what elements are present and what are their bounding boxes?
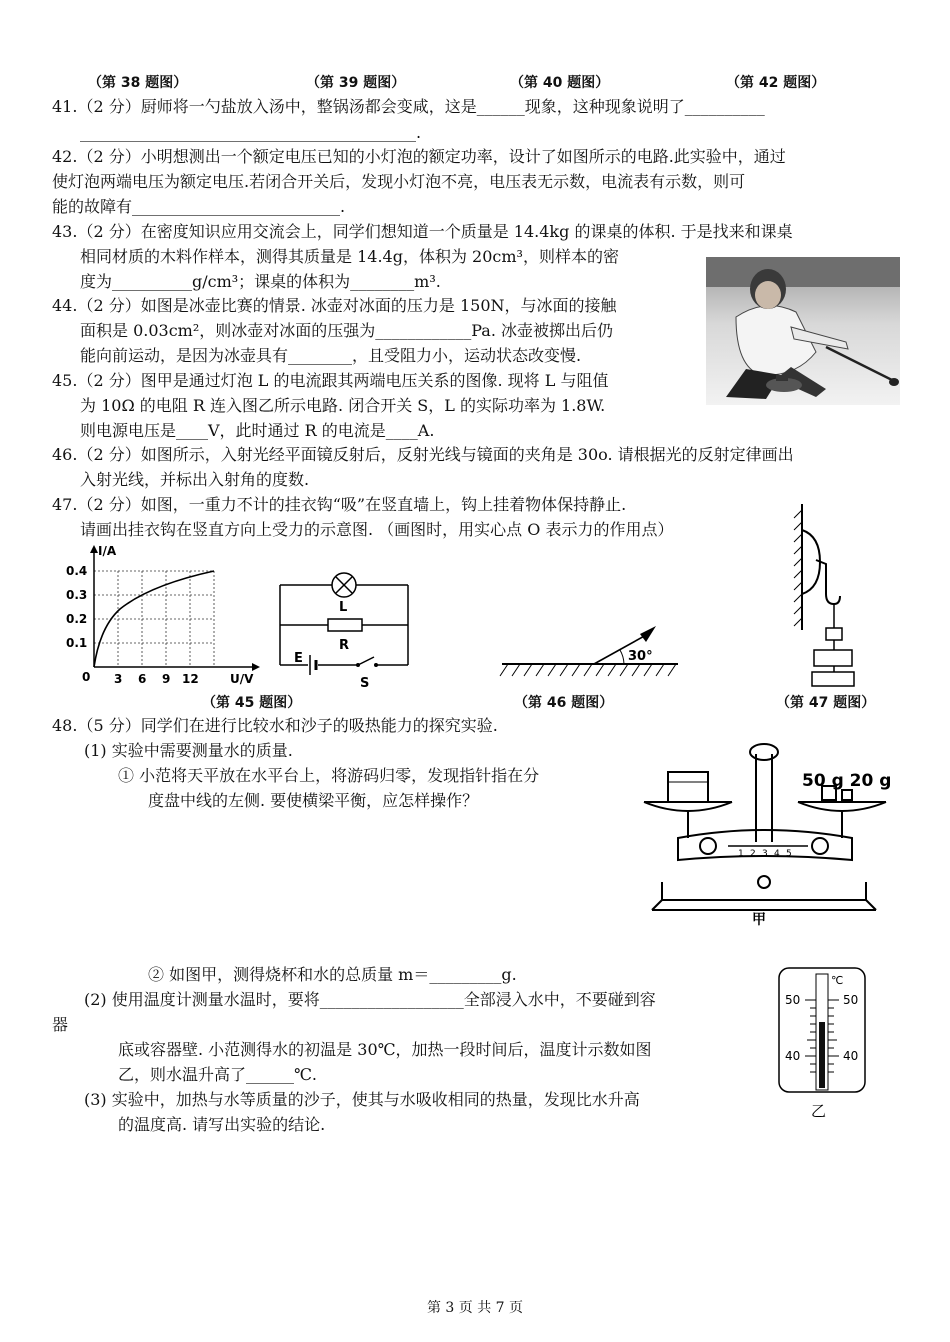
- q43-line1: 43.（2 分）在密度知识应用交流会上，同学们想知道一个质量是 14.4kg 的课桌的体积. 于是找来和课桌: [52, 222, 793, 241]
- page-footer: 第 3 页 共 7 页: [426, 1300, 524, 1316]
- caption-fig42: （第 42 题图）: [726, 75, 826, 91]
- angle-label: 30°: [628, 649, 653, 664]
- q46-line2: 入射光线，并标出入射角的度数.: [80, 470, 310, 489]
- thermometer-40-right: 40: [843, 1049, 859, 1063]
- fig-yi-thermometer: [777, 966, 869, 1124]
- xtick-12: 12: [182, 672, 199, 686]
- q41-line2: __________________________________________.: [80, 123, 422, 142]
- circuit-label-r: R: [339, 638, 350, 653]
- scale-4: 4: [774, 849, 780, 859]
- q43-line2: 相同材质的木料作样本，测得其质量是 14.4g，体积为 20cm³，则样本的密: [80, 247, 619, 266]
- q47-line2: 请画出挂衣钩在竖直方向上受力的示意图. （画图时，用实心点 O 表示力的作用点）: [80, 520, 674, 539]
- graph-origin: 0: [82, 670, 91, 684]
- q44-line2: 面积是 0.03cm²，则冰壶对冰面的压强为____________Pa. 冰壶被掷出后仍: [80, 321, 614, 340]
- q44-line1: 44.（2 分）如图是冰壶比赛的情景. 冰壶对冰面的压力是 150N，与冰面的接触: [52, 296, 617, 315]
- thermometer-50-left: 50: [785, 993, 801, 1007]
- curling-photo: [706, 257, 900, 405]
- q45-line1: 45.（2 分）图甲是通过灯泡 L 的电流跟其两端电压关系的图像. 现将 L 与阻值: [52, 371, 609, 390]
- ytick-0.4: 0.4: [66, 564, 88, 578]
- caption-fig39: （第 39 题图）: [306, 75, 406, 91]
- q43-line3: 度为__________g/cm³；课桌的体积为________m³.: [80, 272, 441, 291]
- graph-xlabel: U/V: [230, 672, 254, 686]
- balance-weights: 50 g 20 g: [802, 771, 892, 791]
- q45-line3: 则电源电压是____V，此时通过 R 的电流是____A.: [80, 421, 435, 440]
- q42-line2: 使灯泡两端电压为额定电压.若闭合开关后，发现小灯泡不亮，电压表无示数，电流表有示数，则可: [52, 172, 746, 191]
- q47-line1: 47.（2 分）如图，一重力不计的挂衣钩“吸”在竖直墙上，钩上挂着物体保持静止.: [52, 495, 627, 514]
- scale-2: 2: [750, 849, 756, 859]
- circuit-label-l: L: [339, 600, 348, 615]
- caption-fig47: （第 47 题图）: [776, 695, 876, 711]
- q48-part2c: 底或容器壁. 小范测得水的初温是 30℃，加热一段时间后，温度计示数如图: [118, 1040, 652, 1059]
- scale-5: 5: [786, 849, 792, 859]
- ytick-0.1: 0.1: [66, 636, 88, 650]
- q41-line1: 41.（2 分）厨师将一勺盐放入汤中，整锅汤都会变咸，这是______现象，这种现象说明了__________: [52, 97, 765, 116]
- ytick-0.2: 0.2: [66, 612, 88, 626]
- circuit-label-s: S: [360, 676, 370, 691]
- q48-sub2: ② 如图甲，测得烧杯和水的总质量 m＝_________g.: [148, 965, 517, 984]
- caption-fig38: （第 38 题图）: [88, 75, 188, 91]
- fig47-hook: [792, 500, 862, 690]
- q46-line1: 46.（2 分）如图所示，入射光经平面镜反射后，反射光线与镜面的夹角是 30o. 请根据光的反射定律画出: [52, 445, 794, 464]
- q48-part2d: 乙，则水温升高了______℃.: [118, 1065, 317, 1084]
- scale-1: 1: [738, 849, 744, 859]
- balance-label: 甲: [752, 912, 766, 928]
- q48-sub1a: ① 小范将天平放在水平台上，将游码归零，发现指针指在分: [118, 766, 540, 785]
- scale-3: 3: [762, 849, 768, 859]
- thermometer-label: 乙: [811, 1102, 827, 1120]
- fig45-iu-graph: [66, 544, 265, 686]
- graph-ylabel: I/A: [98, 544, 117, 558]
- thermometer-40-left: 40: [785, 1049, 801, 1063]
- q48-line1: 48.（5 分）同学们在进行比较水和沙子的吸热能力的探究实验.: [52, 716, 498, 735]
- q48-part1: (1) 实验中需要测量水的质量.: [84, 741, 293, 760]
- xtick-3: 3: [114, 672, 123, 686]
- fig46-mirror: [498, 598, 683, 680]
- circuit-label-e: E: [294, 651, 303, 666]
- thermometer-unit: ℃: [831, 974, 844, 987]
- q48-sub1b: 度盘中线的左侧. 要使横梁平衡，应怎样操作？: [148, 791, 479, 810]
- q48-part3b: 的温度高. 请写出实验的结论.: [118, 1115, 326, 1134]
- q48-part3a: (3) 实验中，加热与水等质量的沙子，使其与水吸收相同的热量，发现比水升高: [84, 1090, 640, 1109]
- caption-fig46: （第 46 题图）: [514, 695, 614, 711]
- thermometer-50-right: 50: [843, 993, 859, 1007]
- q45-line2: 为 10Ω 的电阻 R 连入图乙所示电路. 闭合开关 S，L 的实际功率为 1.8W.: [80, 396, 606, 415]
- q42-line3: 能的故障有__________________________.: [52, 197, 346, 216]
- fig45-circuit: [272, 565, 417, 690]
- q44-line3: 能向前运动，是因为冰壶具有________，且受阻力小，运动状态改变慢.: [80, 346, 582, 365]
- xtick-6: 6: [138, 672, 147, 686]
- xtick-9: 9: [162, 672, 171, 686]
- q42-line1: 42.（2 分）小明想测出一个额定电压已知的小灯泡的额定功率，设计了如图所示的电路.此实验中，通过: [52, 147, 786, 166]
- q48-part2a: (2) 使用温度计测量水温时，要将__________________全部浸入水中，不要碰到容: [84, 990, 656, 1009]
- caption-fig40: （第 40 题图）: [510, 75, 610, 91]
- q48-part2b: 器: [52, 1015, 69, 1034]
- ytick-0.3: 0.3: [66, 588, 88, 602]
- caption-fig45: （第 45 题图）: [202, 695, 302, 711]
- fig-jia-balance: [638, 742, 890, 926]
